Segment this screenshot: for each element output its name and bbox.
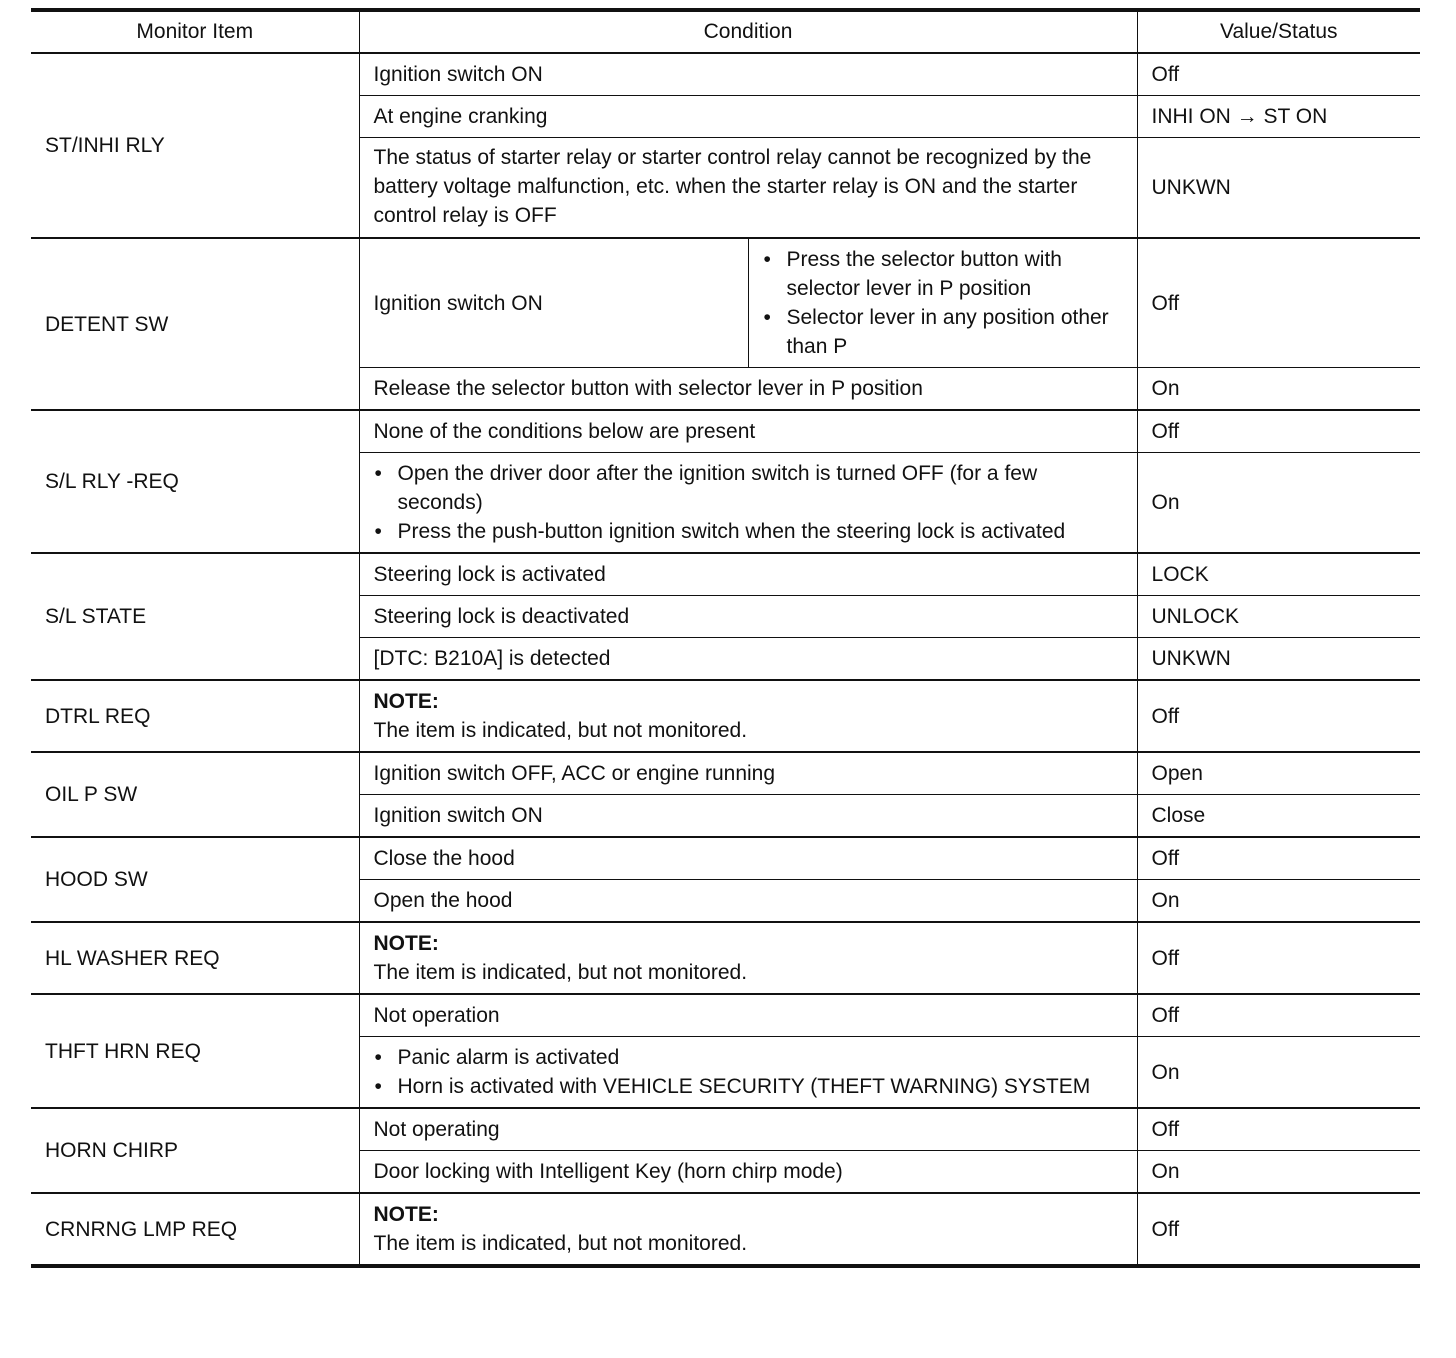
condition-cell: The status of starter relay or starter control relay cannot be recognized by the battery voltage malfunction, etc. when the starter relay is ON and the starter control relay is OFF xyxy=(359,138,1137,239)
monitor-item-dtrl-req: DTRL REQ xyxy=(31,680,359,752)
note-label: NOTE: xyxy=(373,690,439,713)
condition-cell: Door locking with Intelligent Key (horn chirp mode) xyxy=(359,1151,1137,1194)
bullet-list xyxy=(374,459,1123,546)
note-text: The item is indicated, but not monitored. xyxy=(373,961,748,984)
list-item xyxy=(374,459,1123,517)
table-row xyxy=(31,53,1420,96)
table-row xyxy=(31,752,1420,795)
header-value-status: Value/Status xyxy=(1137,10,1420,53)
condition-cell: None of the conditions below are present xyxy=(359,410,1137,453)
condition-cell: Not operating xyxy=(359,1108,1137,1151)
monitor-item-crnrng-lmp-req: CRNRNG LMP REQ xyxy=(31,1193,359,1266)
monitor-item-detent-sw: DETENT SW xyxy=(31,238,359,410)
table-row xyxy=(31,1193,1420,1266)
bullet-list xyxy=(374,1043,1123,1101)
bullet-glyph: • xyxy=(374,462,382,485)
list-item xyxy=(763,303,1123,361)
monitor-item-thft-hrn-req: THFT HRN REQ xyxy=(31,994,359,1108)
value-cell: UNLOCK xyxy=(1137,596,1420,638)
table-row xyxy=(31,1108,1420,1151)
note-cell xyxy=(359,1193,1137,1266)
condition-cell: Open the hood xyxy=(359,880,1137,923)
value-cell: Off xyxy=(1137,238,1420,368)
value-cell: Off xyxy=(1137,1193,1420,1266)
table-row xyxy=(31,680,1420,752)
note-cell xyxy=(359,680,1137,752)
condition-cell: Ignition switch ON xyxy=(359,795,1137,838)
table-row xyxy=(31,922,1420,994)
list-item-text: Horn is activated with VEHICLE SECURITY (THEFT WARNING) SYSTEM xyxy=(397,1075,1091,1098)
value-cell: Off xyxy=(1137,410,1420,453)
value-cell: Close xyxy=(1137,795,1420,838)
list-item xyxy=(374,1072,1123,1101)
bullet-glyph: • xyxy=(374,520,382,543)
list-item-text: Press the push-button ignition switch when the steering lock is activated xyxy=(397,520,1066,543)
table-row xyxy=(31,994,1420,1037)
condition-cell: At engine cranking xyxy=(359,96,1137,138)
monitor-item-oil-p-sw: OIL P SW xyxy=(31,752,359,837)
value-cell: Off xyxy=(1137,1108,1420,1151)
value-cell: Open xyxy=(1137,752,1420,795)
condition-cell xyxy=(359,453,1137,554)
table-row xyxy=(31,238,1420,368)
sub-condition-cell xyxy=(748,238,1137,368)
table-row xyxy=(31,410,1420,453)
value-cell: On xyxy=(1137,1037,1420,1109)
condition-cell xyxy=(359,1037,1137,1109)
bullet-glyph: • xyxy=(374,1046,382,1069)
condition-cell: Release the selector button with selector lever in P position xyxy=(359,368,1137,411)
condition-cell: Not operation xyxy=(359,994,1137,1037)
condition-cell: Close the hood xyxy=(359,837,1137,880)
value-cell: Off xyxy=(1137,680,1420,752)
list-item xyxy=(763,245,1123,303)
value-cell: On xyxy=(1137,453,1420,554)
condition-cell: [DTC: B210A] is detected xyxy=(359,638,1137,681)
list-item-text: Press the selector button with selector lever in P position xyxy=(786,248,1062,300)
list-item-text: Selector lever in any position other than P xyxy=(786,306,1109,358)
bullet-glyph: • xyxy=(374,1075,382,1098)
value-cell: UNKWN xyxy=(1137,138,1420,239)
monitor-item-sl-rly-req: S/L RLY -REQ xyxy=(31,410,359,553)
table-row xyxy=(31,553,1420,596)
list-item-text: Open the driver door after the ignition switch is turned OFF (for a few seconds) xyxy=(397,462,1038,514)
condition-cell: Ignition switch ON xyxy=(359,53,1137,96)
monitor-item-sl-state: S/L STATE xyxy=(31,553,359,680)
note-label: NOTE: xyxy=(373,932,439,955)
note-label: NOTE: xyxy=(373,1203,439,1226)
note-text: The item is indicated, but not monitored. xyxy=(373,1232,748,1255)
monitor-item-table xyxy=(31,8,1420,1268)
table-row xyxy=(31,837,1420,880)
condition-cell: Steering lock is deactivated xyxy=(359,596,1137,638)
monitor-item-st-inhi-rly: ST/INHI RLY xyxy=(31,53,359,238)
note-text: The item is indicated, but not monitored. xyxy=(373,719,748,742)
list-item-text: Panic alarm is activated xyxy=(397,1046,620,1069)
value-cell: Off xyxy=(1137,994,1420,1037)
value-cell: On xyxy=(1137,1151,1420,1194)
table-header-row xyxy=(31,10,1420,53)
value-cell: On xyxy=(1137,368,1420,411)
value-cell: On xyxy=(1137,880,1420,923)
bullet-list xyxy=(763,245,1123,361)
condition-cell: Steering lock is activated xyxy=(359,553,1137,596)
value-cell: INHI ON → ST ON xyxy=(1137,96,1420,138)
header-condition: Condition xyxy=(359,10,1137,53)
condition-cell: Ignition switch ON xyxy=(359,238,748,368)
note-cell xyxy=(359,922,1137,994)
value-cell: Off xyxy=(1137,922,1420,994)
monitor-item-hl-washer-req: HL WASHER REQ xyxy=(31,922,359,994)
value-cell: LOCK xyxy=(1137,553,1420,596)
bullet-glyph: • xyxy=(763,248,771,271)
bullet-glyph: • xyxy=(763,306,771,329)
monitor-item-horn-chirp: HORN CHIRP xyxy=(31,1108,359,1193)
value-cell: Off xyxy=(1137,53,1420,96)
condition-cell: Ignition switch OFF, ACC or engine running xyxy=(359,752,1137,795)
value-cell: UNKWN xyxy=(1137,638,1420,681)
list-item xyxy=(374,1043,1123,1072)
value-cell: Off xyxy=(1137,837,1420,880)
monitor-item-hood-sw: HOOD SW xyxy=(31,837,359,922)
header-monitor-item: Monitor Item xyxy=(31,10,359,53)
list-item xyxy=(374,517,1123,546)
